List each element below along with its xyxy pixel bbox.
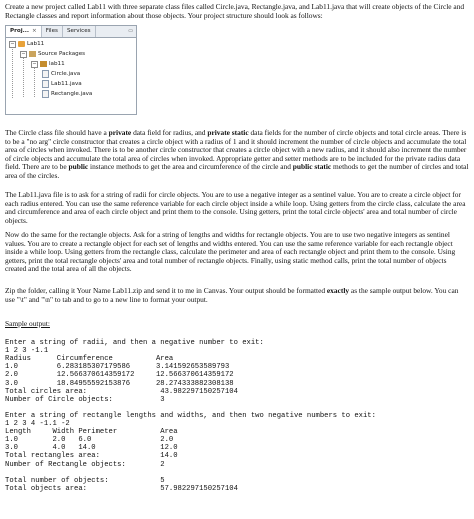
panel-controls xyxy=(128,26,136,37)
bold-text: private static xyxy=(207,128,249,137)
source-packages-label: Source Packages xyxy=(38,50,86,57)
console-line: Number of Circle objects: 3 xyxy=(5,395,165,404)
project-icon xyxy=(18,41,25,47)
submission-paragraph xyxy=(5,287,469,304)
lab11-file-paragraph: The Lab11.java file is to ask for a string of radii for circle objects. You are to use a negative integer as a sentinel value. You are to create a circle object for each radius entered. You can use the same reference variable for each circle object inside a while loop. Using getters from the circle class, calculate the area and circumference and area of each circle object and print them to the console. Using getters, print the total circle objects' area and total number of circle objects. xyxy=(5,190,466,225)
text-run: as the sample output below. You can use "\t" and "\n" to tab and to go to a new line to format your output. xyxy=(5,286,459,304)
console-line: Number of Rectangle objects: 2 xyxy=(5,460,165,469)
tab-services[interactable] xyxy=(63,26,96,37)
tree-item-package[interactable] xyxy=(31,60,65,68)
close-icon[interactable]: × xyxy=(32,28,37,34)
bold-text: public xyxy=(68,162,89,172)
console-line xyxy=(5,469,376,477)
tree-item-circle-java[interactable] xyxy=(42,70,80,78)
console-line: Enter a string of radii, and then a negative number to exit: xyxy=(5,339,264,348)
console-line: 3.0 18.84955592153876 28.274333882308138 xyxy=(5,379,234,388)
bold-text: exactly xyxy=(326,286,350,295)
tree-item-rectangle-java[interactable] xyxy=(42,90,92,98)
tree-item-lab11-java[interactable] xyxy=(42,80,82,88)
tab-services-label: Services xyxy=(66,28,91,34)
text-run: Zip the folder, calling it Your Name Lab11.zip and send it to me in Canvas. Your output should be formatted xyxy=(5,286,327,295)
project-label: Lab11 xyxy=(27,40,45,47)
tree-guide xyxy=(34,64,35,97)
console-line: Total objects area: 57.982297150257104 xyxy=(5,484,238,493)
console-line xyxy=(5,404,376,412)
text-run: data fields for the number of circle objects and total circle areas. There is to be a "no arg" circle constructor that creates a circle object with a radius of 1 and it should increment the number of circle objects and accumulate the total area of circles when invoked. There is to be another circle constructor that creates a circle object with a new radius, and it should also increment the number of circle objects and accumulate the total area of circles when invoked. Appropriate getter and setter methods are to be included for the private radius data field. There are to be xyxy=(5,128,467,172)
text-run: methods to get the number of circles and total area of the circles. xyxy=(5,162,469,180)
console-line: 1.0 2.0 6.0 2.0 xyxy=(5,436,174,445)
console-line: 1 2 3 -1.1 xyxy=(5,347,49,356)
bold-text: public static xyxy=(292,162,332,172)
tab-projects[interactable] xyxy=(6,26,42,37)
tab-files-label: Files xyxy=(45,28,58,34)
file-label: Circle.java xyxy=(51,70,81,77)
circle-class-paragraph xyxy=(5,129,469,181)
tab-projects-label: Proj... xyxy=(10,28,29,34)
console-line: Enter a string of rectangle lengths and widths, and then two negative numbers to exit: xyxy=(5,411,376,420)
java-file-icon xyxy=(42,90,49,98)
collapse-toggle-icon[interactable]: − xyxy=(21,50,26,57)
file-label: Lab11.java xyxy=(51,80,82,87)
tab-files[interactable] xyxy=(42,26,63,37)
console-line: 1 2 3 4 -1.1 -2 xyxy=(5,420,70,429)
console-line: 1.0 6.283185307179586 3.141592653589793 xyxy=(5,363,230,372)
text-run: The Circle class file should have a xyxy=(5,128,109,137)
rectangle-paragraph: Now do the same for the rectangle objects. Ask for a string of lengths and widths for rectangle objects. You are to use two negative integers as sentinel values. You are to create a rectangle object for each set of lengths and widths entered. You can use the same reference variable for each rectangle object inside a while loop. Using getters from the rectangle class, calculate the perimeter and area of each rectangle object and print them to the console. Using getters, print the total rectangle objects' area and total number of rectangle objects. Finally, using static method calls, print the total number of objects created and the total area of all the objects. xyxy=(5,230,456,274)
source-packages-icon xyxy=(29,51,36,57)
project-panel-tabs xyxy=(6,26,136,38)
text-run: data field for radius, and xyxy=(131,128,208,137)
package-icon xyxy=(40,61,47,67)
minimize-icon[interactable]: ▭ xyxy=(128,28,133,34)
console-line: 3.0 4.0 14.0 12.0 xyxy=(5,444,178,453)
package-label: lab11 xyxy=(49,60,65,67)
tree-item-source-packages[interactable] xyxy=(20,50,85,58)
console-line: Total circles area: 43.982297150257104 xyxy=(5,387,238,396)
intro-paragraph: Create a new project called Lab11 with three separate class files called Circle.java, Rectangle.java, and Lab11.java that will create objects of the Circle and Rectangle classes and report information about those objects. Your project structure should look as follows: xyxy=(5,2,465,20)
java-file-icon xyxy=(42,70,49,78)
sample-output-heading: Sample output: xyxy=(5,319,50,328)
console-line: Total number of objects: 5 xyxy=(5,476,165,485)
console-line: Length Width Perimeter Area xyxy=(5,428,178,437)
file-label: Rectangle.java xyxy=(51,90,93,97)
collapse-toggle-icon[interactable]: − xyxy=(32,60,37,67)
console-line: Total rectangles area: 14.0 xyxy=(5,452,178,461)
collapse-toggle-icon[interactable]: − xyxy=(10,40,15,47)
console-line: 2.0 12.566370614359172 12.566370614359172 xyxy=(5,371,234,380)
console-line: Radius Circumference Area xyxy=(5,355,174,364)
text-run: instance methods to get the area and circumference of the circle and xyxy=(88,162,293,172)
tree-guide xyxy=(12,46,13,98)
tree-item-project[interactable] xyxy=(9,40,44,48)
sample-console-output xyxy=(5,331,376,501)
tree-guide xyxy=(23,55,24,97)
bold-text: private xyxy=(108,128,132,137)
project-panel xyxy=(5,25,137,115)
java-file-icon xyxy=(42,80,49,88)
